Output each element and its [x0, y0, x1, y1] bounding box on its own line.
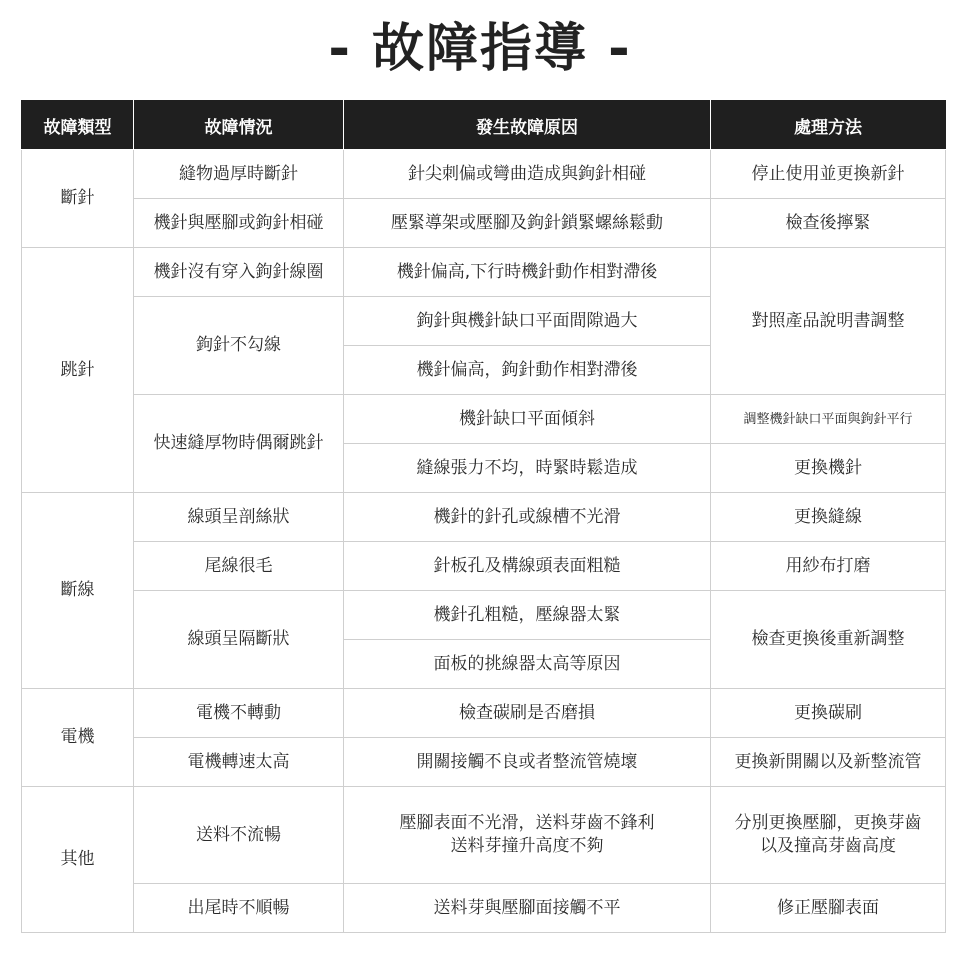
- situation-cell: 鉤針不勾線: [134, 297, 344, 395]
- cause-cell: [344, 787, 711, 884]
- header-fault-type: 故障類型: [22, 101, 134, 150]
- cause-cell: 機針缺口平面傾斜: [344, 395, 711, 444]
- table-row: [22, 199, 946, 248]
- situation-cell: 縫物過厚時斷針: [134, 150, 344, 199]
- fault-type-cell: 斷線: [22, 493, 134, 689]
- situation-cell: 送料不流暢: [134, 787, 344, 884]
- fault-type-cell: 其他: [22, 787, 134, 933]
- solution-cell: 用紗布打磨: [711, 542, 946, 591]
- situation-cell: 機針沒有穿入鉤針線圈: [134, 248, 344, 297]
- solution-cell: 更換縫線: [711, 493, 946, 542]
- cause-cell: 面板的挑線器太高等原因: [344, 640, 711, 689]
- table-header-row: [22, 101, 946, 150]
- cause-cell: 鉤針與機針缺口平面間隙過大: [344, 297, 711, 346]
- cause-line: 送料芽撞升高度不夠: [450, 836, 604, 856]
- situation-cell: 尾線很毛: [134, 542, 344, 591]
- situation-cell: 電機不轉動: [134, 689, 344, 738]
- solution-cell: 修正壓腳表面: [711, 884, 946, 933]
- table-row: [22, 591, 946, 640]
- table-row: [22, 689, 946, 738]
- cause-cell: 針板孔及構線頭表面粗糙: [344, 542, 711, 591]
- solution-cell: 更換新開關以及新整流管: [711, 738, 946, 787]
- solution-line: 分別更換壓腳，更換芽齒: [734, 813, 922, 833]
- table-row: [22, 395, 946, 444]
- solution-cell: 檢查後擰緊: [711, 199, 946, 248]
- solution-line: 以及撞高芽齒高度: [760, 836, 896, 856]
- fault-type-cell: 跳針: [22, 248, 134, 493]
- fault-type-cell: 電機: [22, 689, 134, 787]
- situation-cell: 出尾時不順暢: [134, 884, 344, 933]
- solution-cell: [711, 787, 946, 884]
- solution-cell: 調整機針缺口平面與鉤針平行: [711, 395, 946, 444]
- cause-cell: 機針的針孔或線槽不光滑: [344, 493, 711, 542]
- cause-cell: 送料芽與壓腳面接觸不平: [344, 884, 711, 933]
- situation-cell: 電機轉速太高: [134, 738, 344, 787]
- page-title: - 故障指導 -: [328, 19, 632, 79]
- troubleshooting-table: [21, 100, 946, 933]
- cause-line: 壓腳表面不光滑，送料芽齒不鋒利: [399, 813, 655, 833]
- cause-cell: 檢查碳刷是否磨損: [344, 689, 711, 738]
- cause-cell: 機針偏高,下行時機針動作相對滯後: [344, 248, 711, 297]
- header-fault-cause: 發生故障原因: [344, 101, 711, 150]
- table-row: [22, 787, 946, 884]
- solution-cell: 對照產品說明書調整: [711, 248, 946, 395]
- cause-cell: 針尖刺偏或彎曲造成與鉤針相碰: [344, 150, 711, 199]
- cause-cell: 開關接觸不良或者整流管燒壞: [344, 738, 711, 787]
- table-row: [22, 884, 946, 933]
- cause-cell: 縫線張力不均，時緊時鬆造成: [344, 444, 711, 493]
- cause-cell: 壓緊導架或壓腳及鉤針鎖緊螺絲鬆動: [344, 199, 711, 248]
- solution-cell: 停止使用並更換新針: [711, 150, 946, 199]
- header-fault-situation: 故障情況: [134, 101, 344, 150]
- situation-cell: 線頭呈隔斷狀: [134, 591, 344, 689]
- situation-cell: 快速縫厚物時偶爾跳針: [134, 395, 344, 493]
- situation-cell: 機針與壓腳或鉤針相碰: [134, 199, 344, 248]
- table-row: [22, 542, 946, 591]
- cause-cell: 機針孔粗糙，壓線器太緊: [344, 591, 711, 640]
- solution-cell: 更換碳刷: [711, 689, 946, 738]
- cause-cell: 機針偏高，鉤針動作相對滯後: [344, 346, 711, 395]
- table-row: [22, 150, 946, 199]
- table-row: [22, 738, 946, 787]
- solution-cell: 更換機針: [711, 444, 946, 493]
- fault-type-cell: 斷針: [22, 150, 134, 248]
- situation-cell: 線頭呈剖絲狀: [134, 493, 344, 542]
- solution-cell: 檢查更換後重新調整: [711, 591, 946, 689]
- table-row: [22, 493, 946, 542]
- header-solution: 處理方法: [711, 101, 946, 150]
- table-row: [22, 248, 946, 297]
